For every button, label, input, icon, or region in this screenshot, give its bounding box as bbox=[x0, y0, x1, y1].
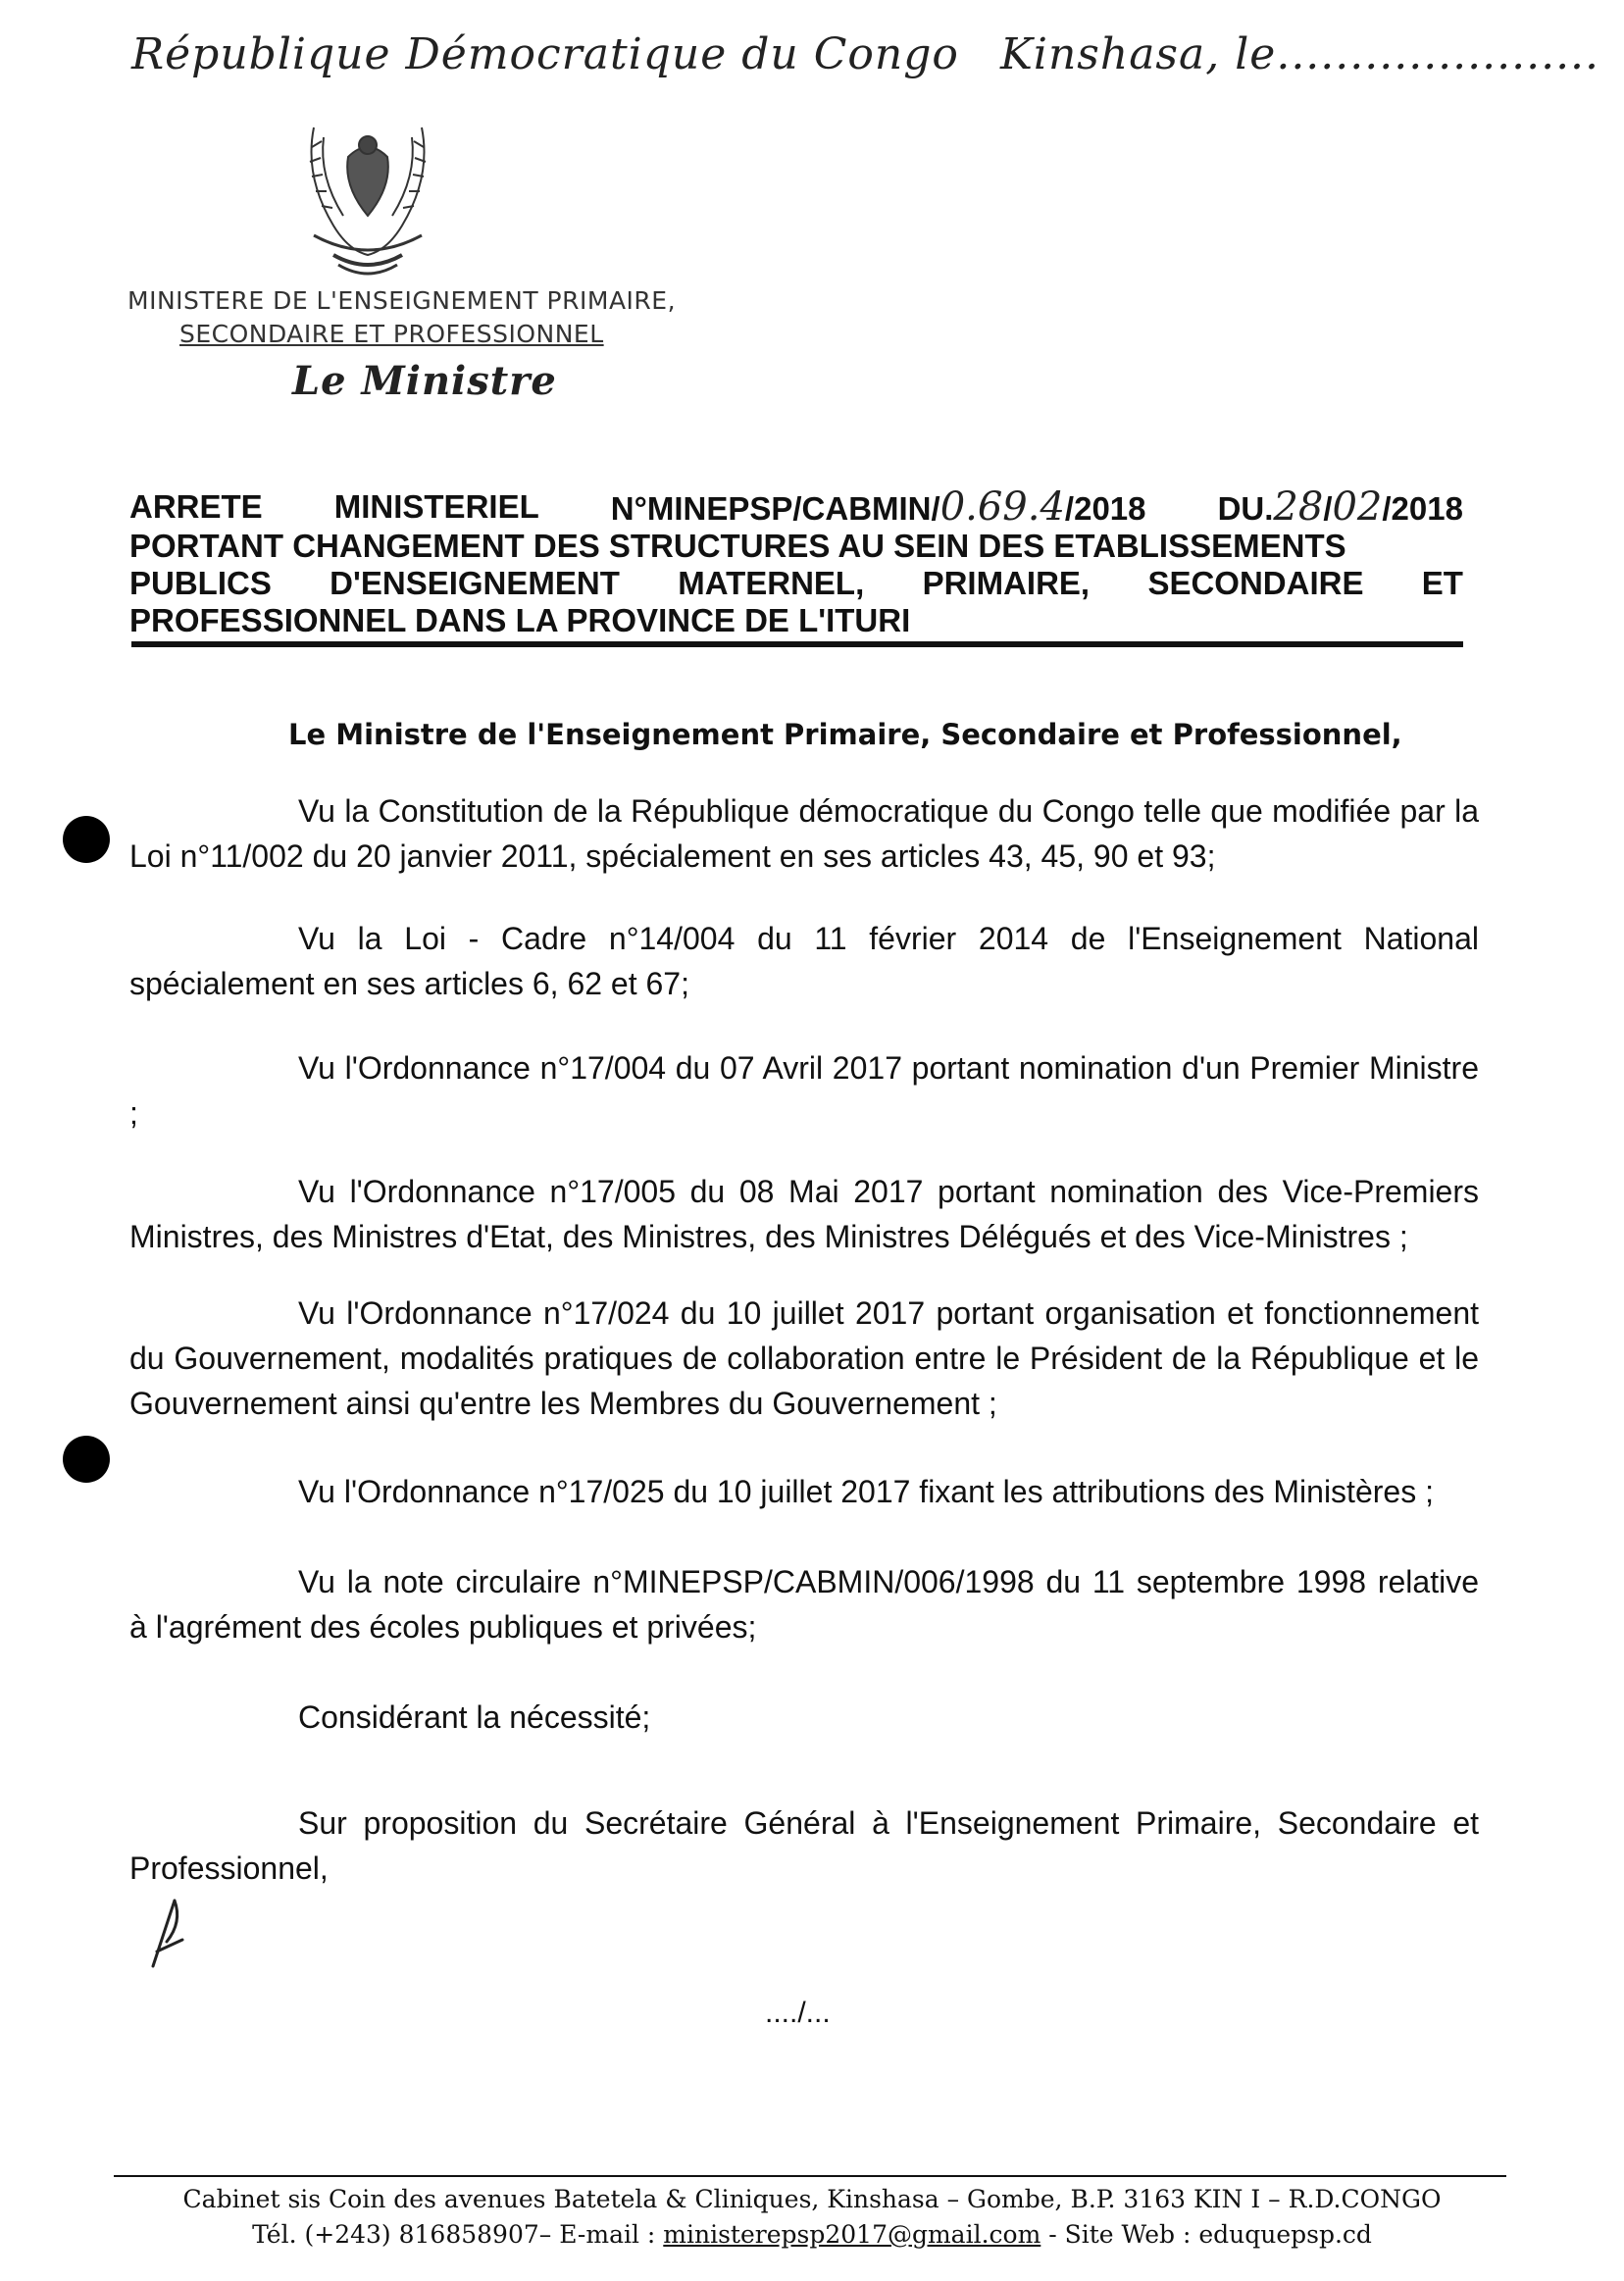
minister-signature-title: Le Ministre bbox=[292, 358, 557, 404]
title-word: MINISTERIEL bbox=[333, 488, 539, 525]
paragraph-sur-proposition: Sur proposition du Secrétaire Général à l'Enseignement Primaire, Secondaire et Professionnel, bbox=[129, 1805, 1479, 1886]
decree-number: N°MINEPSP/CABMIN/0.69.4/2018 bbox=[610, 484, 1146, 530]
title-line-3: PUBLICS D'ENSEIGNEMENT MATERNEL, PRIMAIRE, SECONDAIRE ET bbox=[129, 565, 1463, 601]
country-name: République Démocratique du Congo bbox=[131, 29, 959, 79]
paragraph-ordonnance-17-004: Vu l'Ordonnance n°17/004 du 07 Avril 2017 portant nomination d'un Premier Ministre ; bbox=[129, 1050, 1479, 1131]
handwritten-day: 28 bbox=[1273, 484, 1324, 530]
email-link[interactable]: ministerepsp2017@gmail.com bbox=[663, 2220, 1041, 2249]
initials-signature bbox=[145, 1893, 194, 1971]
ministry-name-line2: SECONDAIRE ET PROFESSIONNEL bbox=[179, 320, 604, 348]
handwritten-month: 02 bbox=[1332, 484, 1383, 530]
title-line-4: PROFESSIONNEL DANS LA PROVINCE DE L'ITURI bbox=[129, 602, 911, 638]
paragraph-ordonnance-17-024: Vu l'Ordonnance n°17/024 du 10 juillet 2017 portant organisation et fonctionnement du Gouvernement, modalités pratiques de collaboration entre le Président de la République et le Gouvernement ainsi qu'entre les Membres du Gouvernement ; bbox=[129, 1295, 1479, 1421]
punch-hole bbox=[63, 1436, 110, 1483]
title-line-1 bbox=[129, 484, 1463, 530]
punch-hole bbox=[63, 816, 110, 863]
footer-divider bbox=[114, 2175, 1506, 2177]
handwritten-number: 0.69.4 bbox=[939, 484, 1065, 530]
place-date: Kinshasa, le...................... bbox=[1000, 29, 1600, 79]
footer-contact: Tél. (+243) 816858907– E-mail : ministerepsp2017@gmail.com - Site Web : eduquepsp.cd bbox=[252, 2220, 1372, 2249]
decree-title bbox=[129, 484, 1463, 639]
ministry-name-line1: MINISTERE DE L'ENSEIGNEMENT PRIMAIRE, bbox=[127, 286, 677, 315]
paragraph-considerant: Considérant la nécessité; bbox=[298, 1699, 651, 1735]
paragraph-constitution: Vu la Constitution de la République démocratique du Congo telle que modifiée par la Loi n°11/002 du 20 janvier 2011, spécialement en ses articles 43, 45, 90 et 93; bbox=[129, 793, 1479, 874]
paragraph-ordonnance-17-025: Vu l'Ordonnance n°17/025 du 10 juillet 2017 fixant les attributions des Ministères ; bbox=[298, 1474, 1434, 1509]
minister-heading: Le Ministre de l'Enseignement Primaire, Secondaire et Professionnel, bbox=[288, 718, 1402, 751]
coat-of-arms-emblem bbox=[294, 118, 441, 284]
paragraph-note-circulaire: Vu la note circulaire n°MINEPSP/CABMIN/006/1998 du 11 septembre 1998 relative à l'agrément des écoles publiques et privées; bbox=[129, 1564, 1479, 1645]
footer-address: Cabinet sis Coin des avenues Batetela & Cliniques, Kinshasa – Gombe, B.P. 3163 KIN I – R.D.CONGO bbox=[182, 2185, 1442, 2213]
paragraph-loi-cadre: Vu la Loi - Cadre n°14/004 du 11 février 2014 de l'Enseignement National spécialement en ses articles 6, 62 et 67; bbox=[129, 921, 1479, 1001]
title-line-2: PORTANT CHANGEMENT DES STRUCTURES AU SEIN DES ETABLISSEMENTS bbox=[129, 528, 1346, 564]
title-divider bbox=[131, 641, 1463, 647]
decree-date: DU.28/02/2018 bbox=[1217, 484, 1463, 530]
continuation-mark: ..../... bbox=[765, 1997, 831, 2029]
title-word: ARRETE bbox=[129, 488, 263, 525]
paragraph-ordonnance-17-005: Vu l'Ordonnance n°17/005 du 08 Mai 2017 portant nomination des Vice-Premiers Ministres, des Ministres d'Etat, des Ministres, des Ministres Délégués et des Vice-Ministres ; bbox=[129, 1174, 1479, 1254]
